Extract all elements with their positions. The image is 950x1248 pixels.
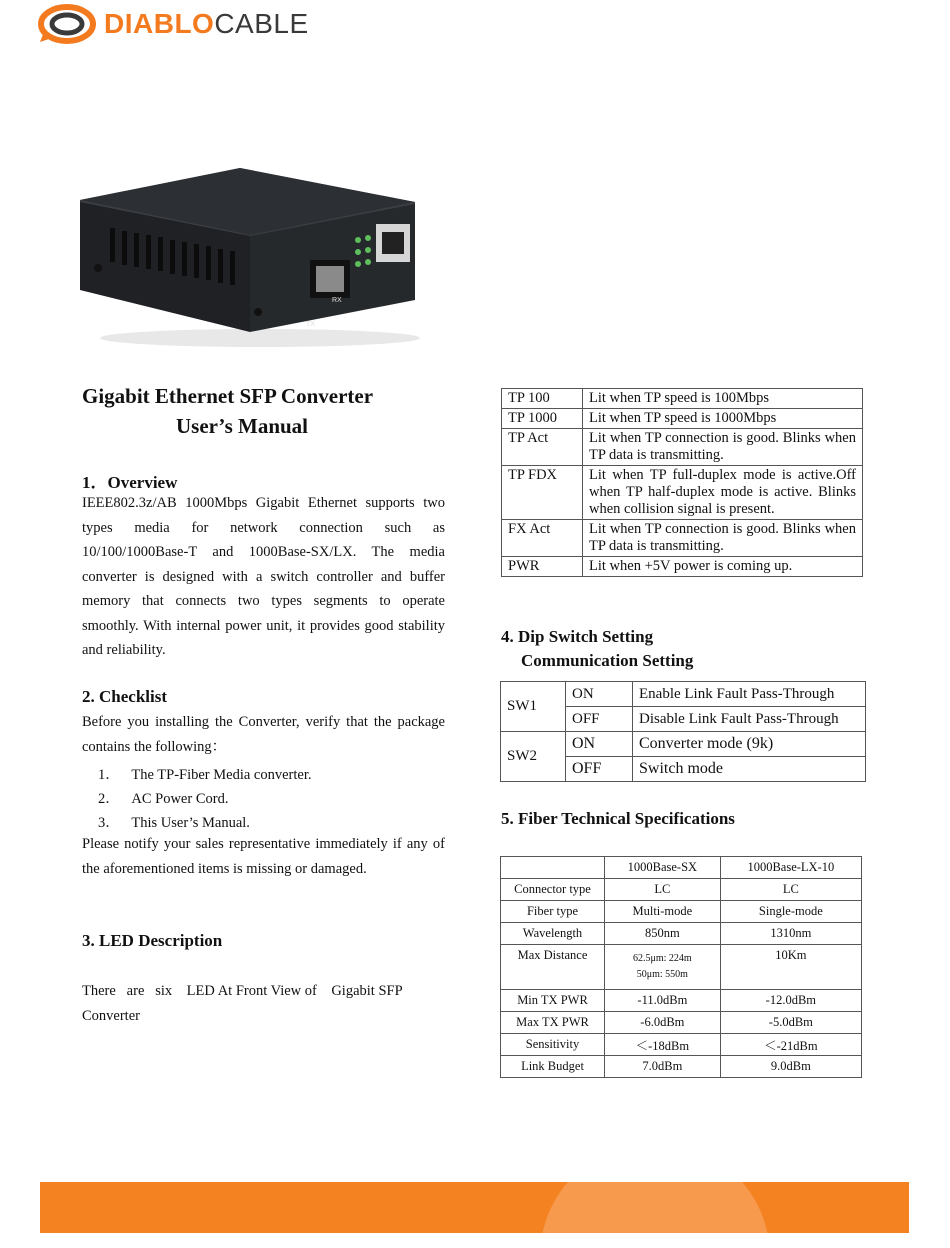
spec-lx: LC (720, 879, 861, 901)
led-name: FX Act (502, 520, 583, 557)
checklist-item-text: The TP-Fiber Media converter. (131, 767, 312, 783)
checklist-item (98, 763, 312, 784)
spec-sx: -6.0dBm (605, 1012, 721, 1034)
table-row (502, 520, 863, 557)
overview-text: IEEE802.3z/AB 1000Mbps Gigabit Ethernet supports two types media for network connection such as 10/100/1000Base-T and 1000Base-SX/LX. The media converter is designed with a switch controller and buffer memory that connects two types segments to operate smoothly. With internal power unit, it provides good stability and reliability. (82, 495, 445, 658)
checklist-intro: Before you installing the Converter, verify that the package contains the following： (82, 714, 445, 755)
spec-lx: -12.0dBm (720, 990, 861, 1012)
port-label-rx: RX (332, 297, 342, 304)
table-row (502, 389, 863, 409)
led-name: PWR (502, 557, 583, 577)
checklist-item (98, 811, 250, 832)
spec-sx: 7.0dBm (605, 1056, 721, 1078)
checklist-item-number: 2． (98, 791, 120, 807)
dip-heading: 4. Dip Switch Setting (501, 627, 654, 646)
table-row (501, 732, 866, 757)
manual-title-line1: Gigabit Ethernet SFP Converter (82, 384, 374, 408)
spec-sx-line1: 62.5μm: 224m (633, 953, 692, 964)
led-desc: Lit when TP speed is 100Mbps (583, 389, 863, 409)
checklist-item-number: 1． (98, 767, 120, 783)
spec-label: Fiber type (501, 901, 605, 923)
spec-sx: 850nm (605, 923, 721, 945)
table-row (501, 1034, 862, 1056)
spec-sx (605, 945, 721, 990)
table-row (502, 429, 863, 466)
led-name: TP 1000 (502, 409, 583, 429)
led-desc: Lit when TP connection is good. Blinks when TP data is transmitting. (583, 429, 863, 466)
spec-lx: 10Km (720, 945, 861, 990)
checklist-heading: 2. Checklist (82, 687, 167, 706)
led-desc: Lit when TP connection is good. Blinks when TP data is transmitting. (583, 520, 863, 557)
spec-lx: 1310nm (720, 923, 861, 945)
led-heading: 3. LED Description (82, 931, 223, 950)
spec-label: Min TX PWR (501, 990, 605, 1012)
manual-title-line2: User’s Manual (176, 414, 309, 438)
footer-bar (40, 1182, 909, 1233)
switch-state: OFF (566, 757, 633, 782)
product-image (70, 160, 420, 350)
checklist-note: Please notify your sales representative immediately if any of the aforementioned items is missing or damaged. (82, 836, 445, 877)
checklist-item-text: This User’s Manual. (131, 815, 250, 831)
spec-sx: Multi-mode (605, 901, 721, 923)
table-row (502, 466, 863, 520)
spec-lx: -5.0dBm (720, 1012, 861, 1034)
switch-state: ON (566, 682, 633, 707)
checklist-item-text: AC Power Cord. (131, 791, 229, 807)
brand-logo (38, 2, 309, 46)
table-header-row (501, 857, 862, 879)
switch-name: SW1 (501, 682, 566, 732)
spec-lx: Single-mode (720, 901, 861, 923)
footer-decoration (540, 1182, 770, 1233)
overview-heading: 1．Overview (82, 473, 178, 492)
switch-name: SW2 (501, 732, 566, 782)
column-header: 1000Base-LX-10 (720, 857, 861, 879)
led-text: There are six LED At Front View of Gigabit SFP Converter (82, 983, 417, 1024)
led-desc: Lit when TP speed is 1000Mbps (583, 409, 863, 429)
led-name: TP 100 (502, 389, 583, 409)
spec-label: Max Distance (501, 945, 605, 990)
table-row (501, 682, 866, 707)
led-desc: Lit when TP full-duplex mode is active.Off when TP half-duplex mode is active. Blinks when collision signal is present. (583, 466, 863, 520)
table-row (501, 901, 862, 923)
spec-label: Connector type (501, 879, 605, 901)
column-header (501, 857, 605, 879)
dip-subheading: Communication Setting (521, 651, 694, 670)
spec-label: Sensitivity (501, 1034, 605, 1056)
brand-name (104, 8, 309, 40)
table-row (501, 990, 862, 1012)
switch-desc: Enable Link Fault Pass-Through (633, 682, 866, 707)
switch-state: OFF (566, 707, 633, 732)
switch-desc: Disable Link Fault Pass-Through (633, 707, 866, 732)
switch-desc: Converter mode (9k) (633, 732, 866, 757)
table-row (502, 557, 863, 577)
dip-switch-table (500, 681, 866, 782)
spec-sx: ＜-18dBm (605, 1034, 721, 1056)
brand-name-part1: DIABLO (104, 8, 215, 39)
logo-icon (38, 2, 96, 46)
port-label-tx: TX (306, 321, 315, 328)
led-name: TP Act (502, 429, 583, 466)
brand-name-part2: CABLE (214, 8, 309, 39)
spec-sx: -11.0dBm (605, 990, 721, 1012)
switch-desc: Switch mode (633, 757, 866, 782)
spec-lx: 9.0dBm (720, 1056, 861, 1078)
spec-lx: ＜-21dBm (720, 1034, 861, 1056)
table-row (501, 923, 862, 945)
led-table (501, 388, 863, 577)
led-desc: Lit when +5V power is coming up. (583, 557, 863, 577)
spec-table (500, 856, 862, 1078)
spec-label: Wavelength (501, 923, 605, 945)
spec-label: Link Budget (501, 1056, 605, 1078)
table-row (501, 1056, 862, 1078)
checklist-item-number: 3． (98, 815, 120, 831)
spec-sx-line2: 50μm: 550m (636, 969, 688, 980)
led-name: TP FDX (502, 466, 583, 520)
table-row (501, 879, 862, 901)
switch-state: ON (566, 732, 633, 757)
spec-label: Max TX PWR (501, 1012, 605, 1034)
spec-sx: LC (605, 879, 721, 901)
column-header: 1000Base-SX (605, 857, 721, 879)
table-row (501, 945, 862, 990)
checklist-item (98, 787, 228, 808)
spec-heading: 5. Fiber Technical Specifications (501, 809, 735, 828)
table-row (501, 1012, 862, 1034)
table-row (502, 409, 863, 429)
